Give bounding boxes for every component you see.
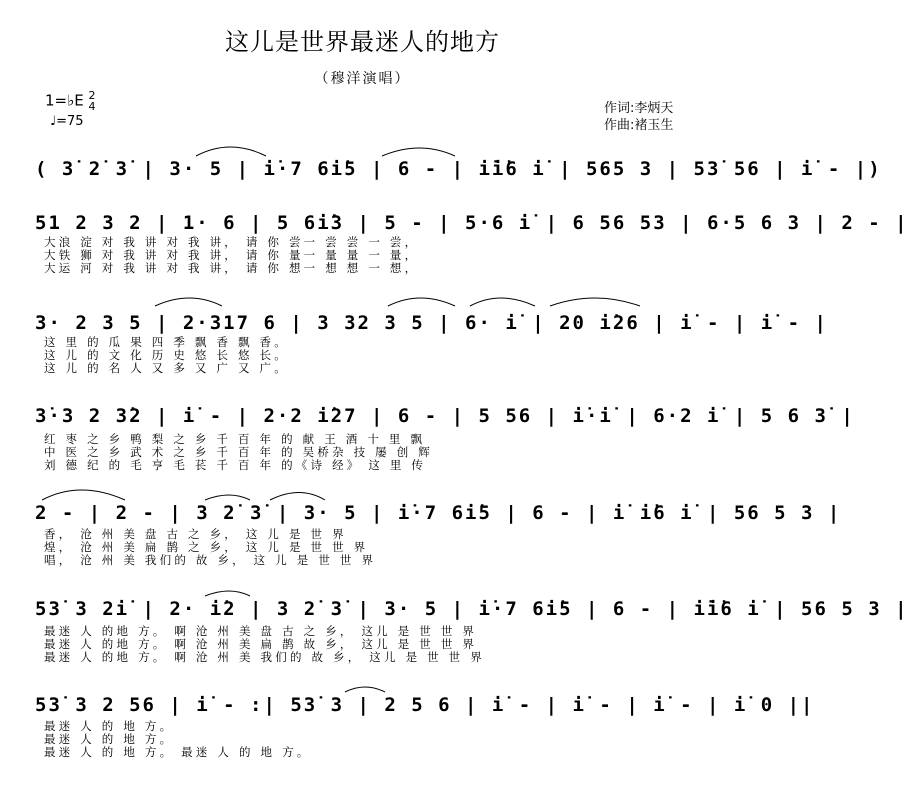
- lyric-line-7-2: 最迷 人 的 地 方。: [44, 732, 175, 746]
- lyric-line-2-1: 大浪 淀 对 我 讲 对 我 讲， 请 你 尝一 尝 尝 一 尝，: [44, 235, 420, 249]
- lyricist-credit: 作词:李炳天: [604, 101, 674, 116]
- slur-10: [205, 591, 250, 596]
- lyric-line-7-3: 最迷 人 的 地 方。 最迷 人 的 地 方。: [44, 745, 312, 759]
- notation-line-4: 3̇·3 2 3̇2 | i̇ - | 2·2 i̇27 | 6 - | 5 56 | i̇·i̇ | 6·2 i̇ | 5 6 3̇ |: [35, 405, 855, 427]
- notation-line-2: 51 2 3 2 | 1· 6 | 5 6i̇3 | 5 - | 5·6 i̇ | 6 56 53 | 6·5 6 3 | 2 - |: [35, 212, 909, 234]
- time-bottom: 4: [88, 100, 96, 113]
- notation-line-5: 2 - | 2 - | 3 2̇ 3̇ | 3· 5 | i̇·7 6i̇5 | 6 - | i̇ i̇6 i̇ | 56 5 3 |: [35, 502, 842, 524]
- slur-8: [205, 495, 250, 500]
- lyric-line-5-3: 唱， 沧 州 美 我们的 故 乡， 这 儿 是 世 世 界: [44, 553, 377, 567]
- slur-4: [388, 298, 455, 306]
- song-title: 这儿是世界最迷人的地方: [225, 28, 500, 56]
- notation-line-7: 53̇ 3 2 56 | i̇ - :| 53̇ 3 | 2 5 6 | i̇ - | i̇ - | i̇ - | i̇ 0 ||: [35, 694, 815, 716]
- slur-7: [42, 490, 125, 500]
- lyric-line-6-3: 最迷 人 的地 方。 啊 沧 州 美 我们的 故 乡， 这儿 是 世 世 界: [44, 650, 485, 664]
- performer-subtitle: （穆洋演唱）: [314, 71, 411, 87]
- slur-3: [155, 298, 222, 306]
- composer-credit: 作曲:褚玉生: [604, 118, 674, 133]
- notation-line-1: ( 3̇ 2̇ 3̇ | 3· 5 | i̇·7 6i̇5 | 6 - | i̇i̇6 i̇ | 565 3 | 53̇ 56 | i̇ - |): [35, 158, 882, 180]
- time-top: 2: [88, 89, 96, 102]
- notation-line-6: 53̇ 3 2i̇ | 2· i̇2 | 3 2̇ 3̇ | 3· 5 | i̇·7 6i̇5 | 6 - | i̇i̇6 i̇ | 56 5 3 |: [35, 598, 909, 620]
- lyric-line-4-2: 中 医 之 乡 武 术 之 乡 千 百 年 的 吴桥杂 技 屡 创 辉: [44, 445, 433, 459]
- key-letter: E: [74, 91, 84, 110]
- lyric-line-2-3: 大运 河 对 我 讲 对 我 讲， 请 你 想一 想 想 一 想，: [44, 261, 420, 275]
- slur-11: [345, 687, 385, 692]
- notation-line-3: 3· 2 3 5 | 2·317 6 | 3 32 3 5 | 6· i̇ | 20 i̇26 | i̇ - | i̇ - |: [35, 312, 828, 334]
- key-prefix: 1=: [45, 91, 68, 110]
- lyric-line-2-2: 大铁 狮 对 我 讲 对 我 讲， 请 你 量一 量 量 一 量，: [44, 248, 420, 262]
- lyric-line-3-1: 这 里 的 瓜 果 四 季 飘 香 飘 香。: [44, 335, 289, 349]
- lyric-line-7-1: 最迷 人 的 地 方。: [44, 719, 175, 733]
- lyric-line-5-2: 煌， 沧 州 美 扁 鹊 之 乡， 这 儿 是 世 世 界: [44, 540, 369, 554]
- lyric-line-4-3: 刘 德 纪 的 毛 亨 毛 苌 千 百 年 的《诗 经》 这 里 传: [44, 458, 427, 472]
- lyric-line-6-1: 最迷 人 的地 方。 啊 沧 州 美 盘 古 之 乡， 这儿 是 世 世 界: [44, 624, 478, 638]
- slur-6: [550, 298, 640, 306]
- slur-2: [382, 148, 455, 156]
- lyric-line-5-1: 香， 沧 州 美 盘 古 之 乡， 这 儿 是 世 界: [44, 527, 347, 541]
- lyric-line-6-2: 最迷 人 的地 方。 啊 沧 州 美 扁 鹊 故 乡， 这儿 是 世 世 界: [44, 637, 478, 651]
- flat-sign: ♭: [67, 91, 75, 110]
- lyric-line-3-3: 这 儿 的 名 人 又 多 又 广 又 广。: [44, 361, 289, 375]
- slur-9: [270, 493, 325, 501]
- quarter-note-icon: ♩: [50, 114, 57, 129]
- tempo-value: =75: [56, 114, 84, 129]
- slur-5: [470, 298, 535, 306]
- lyric-line-4-1: 红 枣 之 乡 鸭 梨 之 乡 千 百 年 的 献 王 酒 十 里 飘: [44, 432, 426, 446]
- slur-1: [196, 147, 266, 156]
- lyric-line-3-2: 这 儿 的 文 化 历 史 悠 长 悠 长。: [44, 348, 289, 362]
